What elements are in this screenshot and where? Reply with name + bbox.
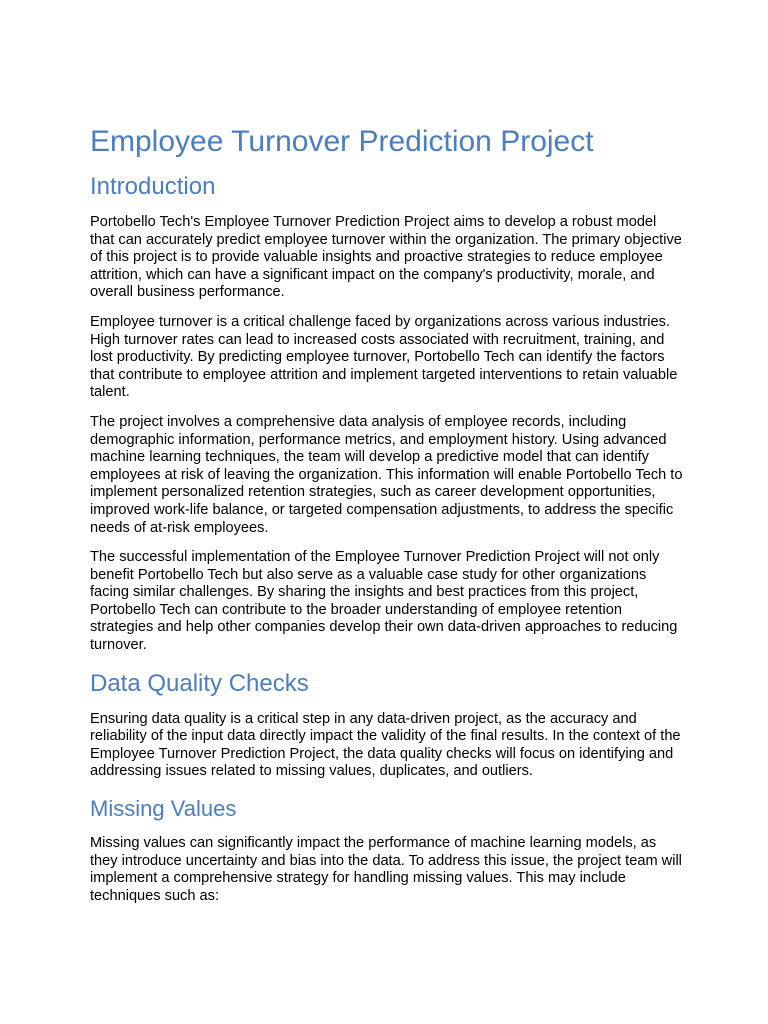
intro-paragraph-3: The project involves a comprehensive data analysis of employee records, including demographic information, performance metrics, and employment history. Using advanced machine learning techniques, the team will develop a predictive model that can identify employees at risk of leaving the organization. This information will enable Portobello Tech to implement personalized retention strategies, such as career development opportunities, improved work-life balance, or targeted compensation adjustments, to address the specific needs of at-risk employees. [90,413,683,536]
intro-paragraph-2: Employee turnover is a critical challenge faced by organizations across various industries. High turnover rates can lead to increased costs associated with recruitment, training, and lost productivity. By predicting employee turnover, Portobello Tech can identify the factors that contribute to employee attrition and implement targeted interventions to retain valuable talent. [90,313,678,401]
heading-data-quality-checks: Data Quality Checks [90,669,309,697]
data-quality-paragraph-1: Ensuring data quality is a critical step in any data-driven project, as the accuracy and reliability of the input data directly impact the validity of the final results. In the context of the Employee Turnover Prediction Project, the data quality checks will focus on identifying and addressing issues related to missing values, duplicates, and outliers. [90,710,681,780]
heading-introduction: Introduction [90,173,216,200]
missing-values-paragraph-1: Missing values can significantly impact the performance of machine learning models, as they introduce uncertainty and bias into the data. To address this issue, the project team will implement a comprehensive strategy for handling missing values. This may include techniques such as: [90,835,682,904]
intro-paragraph-1: Portobello Tech's Employee Turnover Prediction Project aims to develop a robust model that can accurately predict employee turnover within the organization. The primary objective of this project is to provide valuable insights and proactive strategies to reduce employee attrition, which can have a significant impact on the company's productivity, morale, and overall business performance. [90,214,682,301]
document-title: Employee Turnover Prediction Project [90,125,594,158]
document-page [90,122,684,917]
heading-missing-values: Missing Values [90,796,237,822]
intro-paragraph-4: The successful implementation of the Employee Turnover Prediction Project will not only benefit Portobello Tech but also serve as a valuable case study for other organizations facing similar challenges. By sharing the insights and best practices from this project, Portobello Tech can contribute to the broader understanding of employee retention strategies and help other companies develop their own data-driven approaches to reducing turnover. [90,549,678,654]
